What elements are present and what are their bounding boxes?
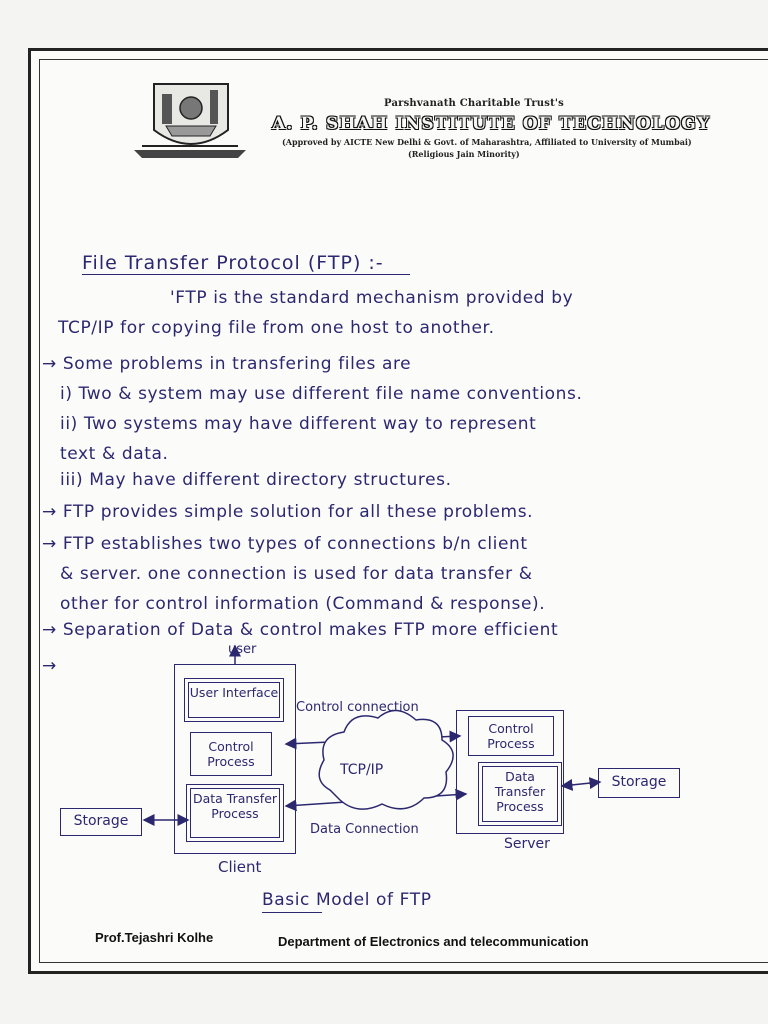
- user-label: user: [228, 642, 257, 657]
- note-line: i) Two & system may use different file name conventions.: [60, 384, 583, 404]
- data-connection-label: Data Connection: [310, 822, 419, 837]
- client-label: Client: [218, 858, 262, 876]
- client-control-box: [190, 732, 272, 776]
- server-dtp-box: [478, 762, 562, 826]
- note-line: ii) Two systems may have different way to represent: [60, 414, 537, 434]
- diagram-caption: Basic Model of FTP: [262, 890, 432, 910]
- server-control-box: [468, 716, 554, 756]
- note-line: →: [42, 656, 57, 676]
- storage-right-label: Storage: [611, 774, 667, 790]
- control-connection-label: Control connection: [296, 700, 419, 715]
- institute-name: A. P. SHAH INSTITUTE OF TECHNOLOGY: [272, 114, 711, 134]
- trust-name: Parshvanath Charitable Trust's: [384, 98, 565, 109]
- department-name: Department of Electronics and telecommunication: [278, 934, 589, 949]
- server-dtp-label: Data Transfer Process: [494, 769, 546, 814]
- storage-left-label: Storage: [73, 813, 129, 829]
- note-line: & server. one connection is used for data transfer &: [60, 564, 533, 584]
- server-control-label: Control Process: [487, 721, 535, 751]
- approval-text: (Approved by AICTE New Delhi & Govt. of Maharashtra, Affiliated to University of Mumbai): [282, 137, 692, 147]
- diagram-lines: [40, 640, 740, 880]
- minority-text: (Religious Jain Minority): [408, 149, 520, 159]
- storage-right-box: [598, 768, 680, 798]
- ftp-diagram: [40, 640, 740, 880]
- server-label: Server: [504, 836, 550, 852]
- title-underline: [82, 274, 410, 275]
- note-line: TCP/IP for copying file from one host to another.: [58, 318, 495, 338]
- note-line: → FTP provides simple solution for all these problems.: [42, 502, 534, 522]
- client-control-label: Control Process: [207, 739, 255, 769]
- notes-title: File Transfer Protocol (FTP) :-: [82, 252, 384, 274]
- note-line: → Some problems in transfering files are: [42, 354, 412, 374]
- network-label: TCP/IP: [340, 762, 384, 778]
- institute-crest-icon: [132, 80, 248, 170]
- storage-left-box: [60, 808, 142, 836]
- caption-underline: [262, 912, 322, 913]
- note-line: 'FTP is the standard mechanism provided by: [170, 288, 574, 308]
- note-line: iii) May have different directory structures.: [60, 470, 452, 490]
- client-dtp-box: [186, 784, 284, 842]
- note-line: text & data.: [60, 444, 169, 464]
- user-interface-label: User Interface: [189, 685, 279, 700]
- note-line: → FTP establishes two types of connections b/n client: [42, 534, 528, 554]
- user-interface-box: [184, 678, 284, 722]
- note-line: other for control information (Command & response).: [60, 594, 546, 614]
- client-dtp-label: Data Transfer Process: [192, 791, 278, 821]
- note-line: → Separation of Data & control makes FTP more efficient: [42, 620, 559, 640]
- author-name: Prof.Tejashri Kolhe: [95, 930, 214, 945]
